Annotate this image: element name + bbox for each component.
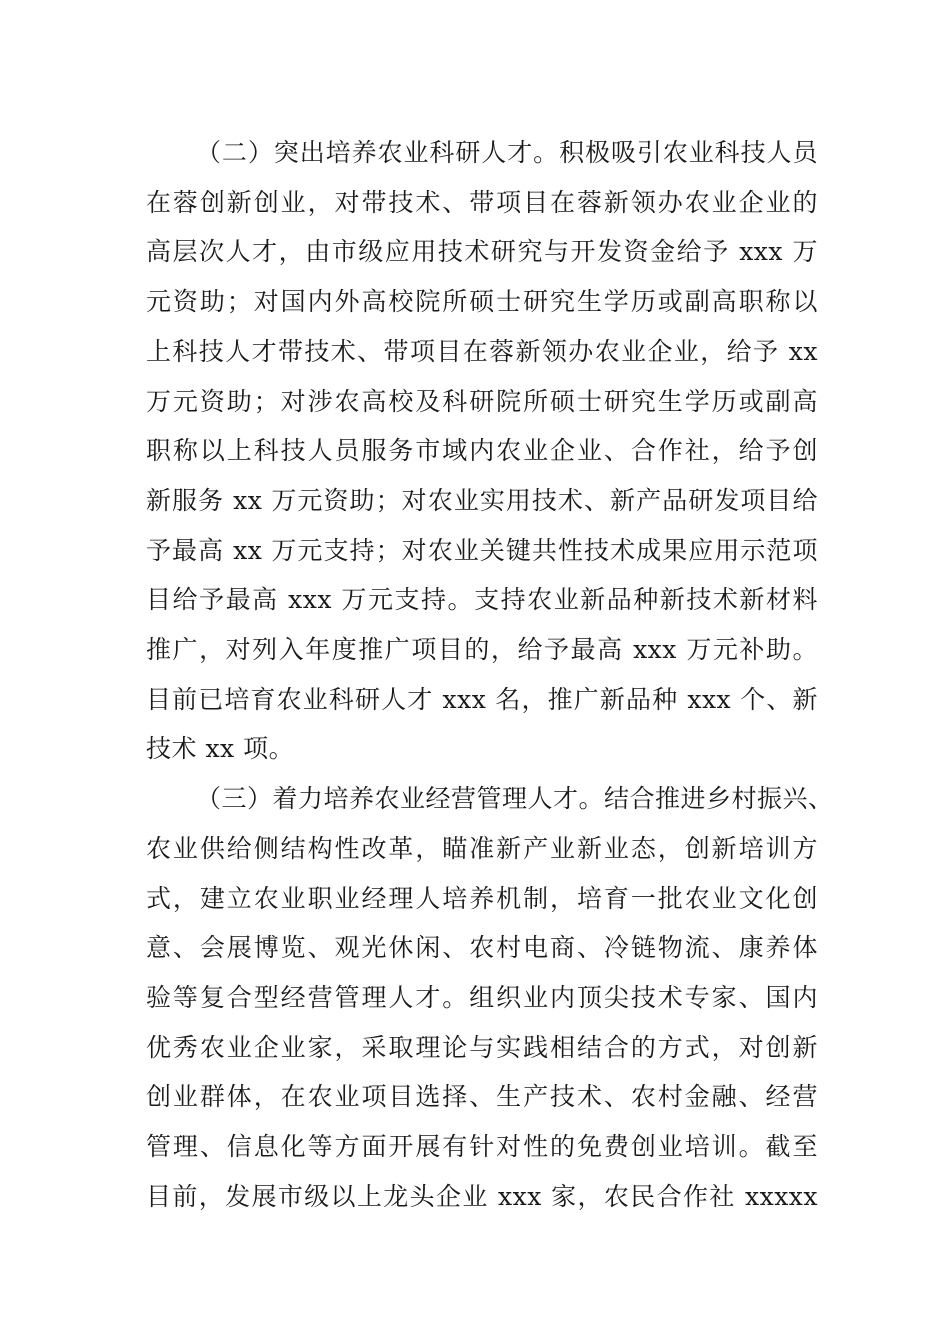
text-line: 创业群体，在农业项目选择、生产技术、农村金融、经营 xyxy=(146,1082,818,1112)
text-line: 在蓉创新创业，对带技术、带项目在蓉新领办农业企业的 xyxy=(146,187,818,217)
document-body xyxy=(146,128,834,1221)
text-line: 予最高 xx 万元支持；对农业关键共性技术成果应用示范项 xyxy=(146,535,818,565)
text-line: 技术 xx 项。 xyxy=(146,734,295,764)
text-line: 管理、信息化等方面开展有针对性的免费创业培训。截至 xyxy=(146,1132,818,1162)
text-line: 推广，对列入年度推广项目的，给予最高 xxx 万元补助。 xyxy=(146,635,818,665)
text-line: 上科技人才带技术、带项目在蓉新领办农业企业，给予 xx xyxy=(146,336,818,366)
text-line: 目前已培育农业科研人才 xxx 名，推广新品种 xxx 个、新 xyxy=(146,684,818,714)
text-line: （三）着力培养农业经营管理人才。结合推进乡村振兴、 xyxy=(196,784,834,814)
text-line: 万元资助；对涉农高校及科研院所硕士研究生学历或副高 xyxy=(146,386,818,416)
text-line: 新服务 xx 万元资助；对农业实用技术、新产品研发项目给 xyxy=(146,485,818,515)
text-line: 优秀农业企业家，采取理论与实践相结合的方式，对创新 xyxy=(146,1032,818,1062)
text-line: 目前，发展市级以上龙头企业 xxx 家，农民合作社 xxxxx xyxy=(146,1181,818,1211)
text-line: 目给予最高 xxx 万元支持。支持农业新品种新技术新材料 xyxy=(146,585,818,615)
text-line: 高层次人才，由市级应用技术研究与开发资金给予 xxx 万 xyxy=(146,237,818,267)
text-line: （二）突出培养农业科研人才。积极吸引农业科技人员 xyxy=(196,138,818,167)
text-line: 职称以上科技人员服务市域内农业企业、合作社，给予创 xyxy=(146,436,818,466)
text-line: 农业供给侧结构性改革，瞄准新产业新业态，创新培训方 xyxy=(146,833,818,863)
text-line: 验等复合型经营管理人才。组织业内顶尖技术专家、国内 xyxy=(146,982,818,1012)
text-line: 元资助；对国内外高校院所硕士研究生学历或副高职称以 xyxy=(146,287,818,317)
paragraph-agri-research-talent xyxy=(146,128,818,774)
text-line: 式，建立农业职业经理人培养机制，培育一批农业文化创 xyxy=(146,883,818,913)
paragraph-agri-management-talent xyxy=(146,774,834,1221)
text-line: 意、会展博览、观光休闲、农村电商、冷链物流、康养体 xyxy=(146,933,818,963)
